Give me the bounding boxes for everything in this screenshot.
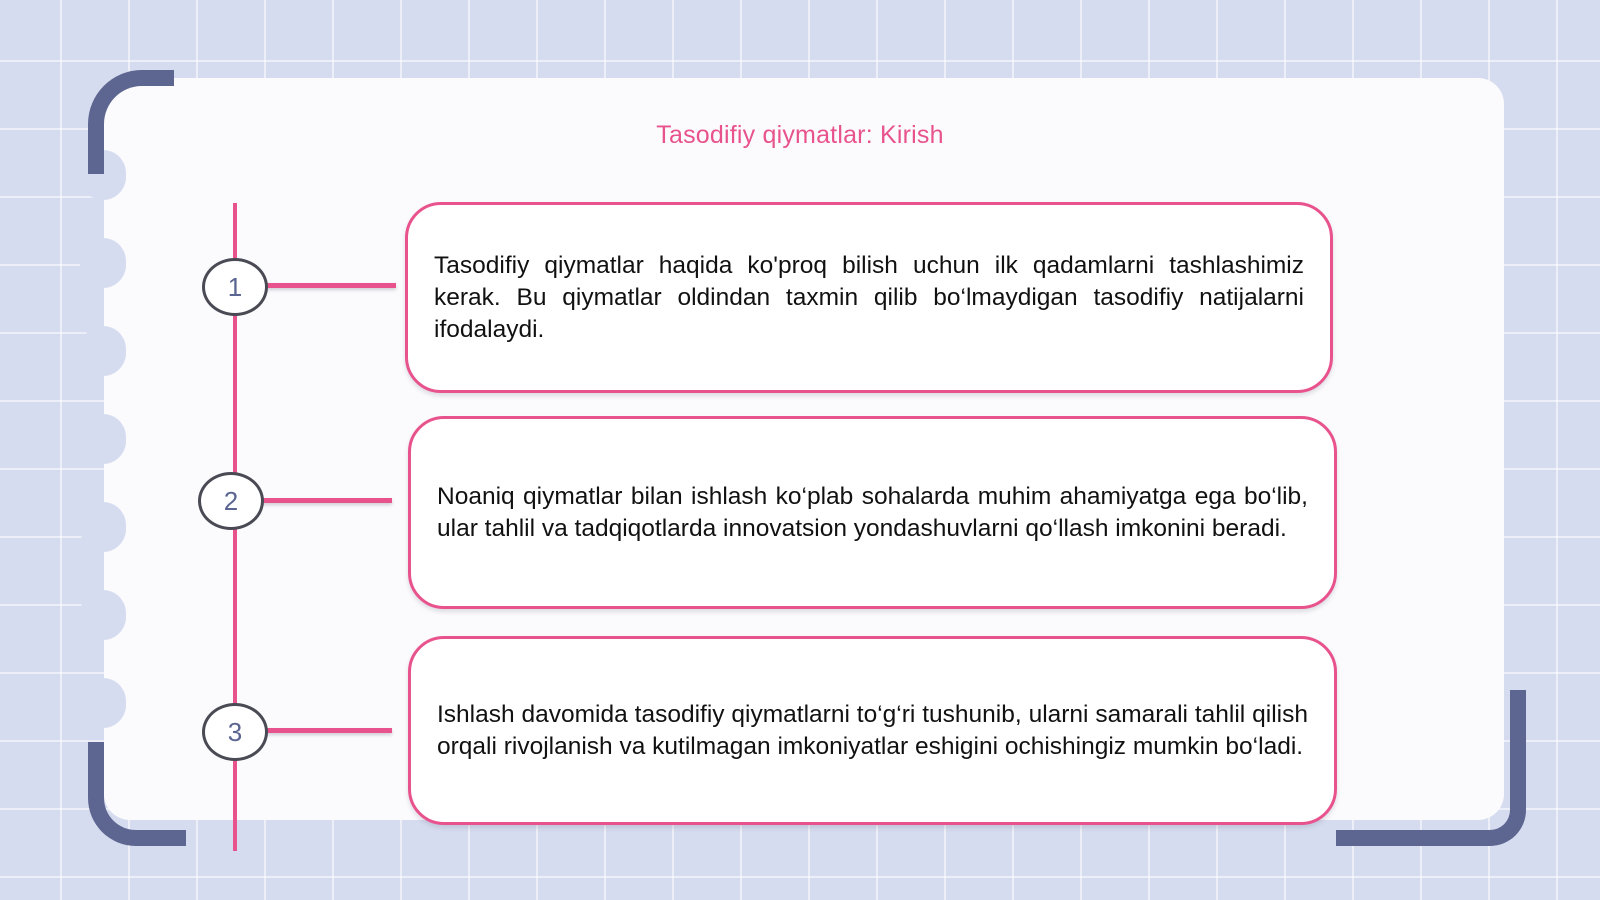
frame-corner-bottom-left	[88, 742, 186, 846]
step-number: 1	[227, 271, 243, 302]
step-number-circle	[198, 472, 264, 530]
notebook-notch	[80, 590, 126, 640]
step-number: 2	[223, 485, 239, 516]
step-text-box	[408, 416, 1337, 609]
notebook-notch	[80, 502, 126, 552]
slide-title: Tasodifiy qiymatlar: Kirish	[656, 121, 944, 149]
step-text: Tasodifiy qiymatlar haqida ko'proq bilish uchun ilk qadamlarni tashlashimiz kerak. Bu qiymatlar oldindan taxmin qilib bo‘lmaydigan tasodifiy natijalarni ifodalaydi.	[434, 251, 1304, 343]
step-number-circle	[202, 703, 268, 761]
frame-corner-bottom-right	[1336, 690, 1526, 846]
step-number: 3	[227, 716, 243, 747]
step-connector	[266, 728, 392, 733]
step-connector	[266, 283, 396, 288]
step-text-box	[405, 202, 1333, 393]
notebook-notch	[80, 238, 126, 288]
step-text-box	[408, 636, 1337, 825]
notebook-notch	[80, 414, 126, 464]
step-connector	[262, 498, 392, 503]
notebook-notch	[80, 326, 126, 376]
step-number-circle	[202, 258, 268, 316]
step-text: Ishlash davomida tasodifiy qiymatlarni to‘g‘ri tushunib, ularni samarali tahlil qilish orqali rivojlanish va kutilmagan imkoniyatlar eshigini ochishingiz mumkin bo‘ladi.	[437, 700, 1308, 760]
notebook-notch	[80, 678, 126, 728]
step-text: Noaniq qiymatlar bilan ishlash ko‘plab sohalarda muhim ahamiyatga ega bo‘lib, ular tahlil va tadqiqotlarda innovatsion yondashuvlarni qo‘llash imkonini beradi.	[437, 482, 1308, 542]
